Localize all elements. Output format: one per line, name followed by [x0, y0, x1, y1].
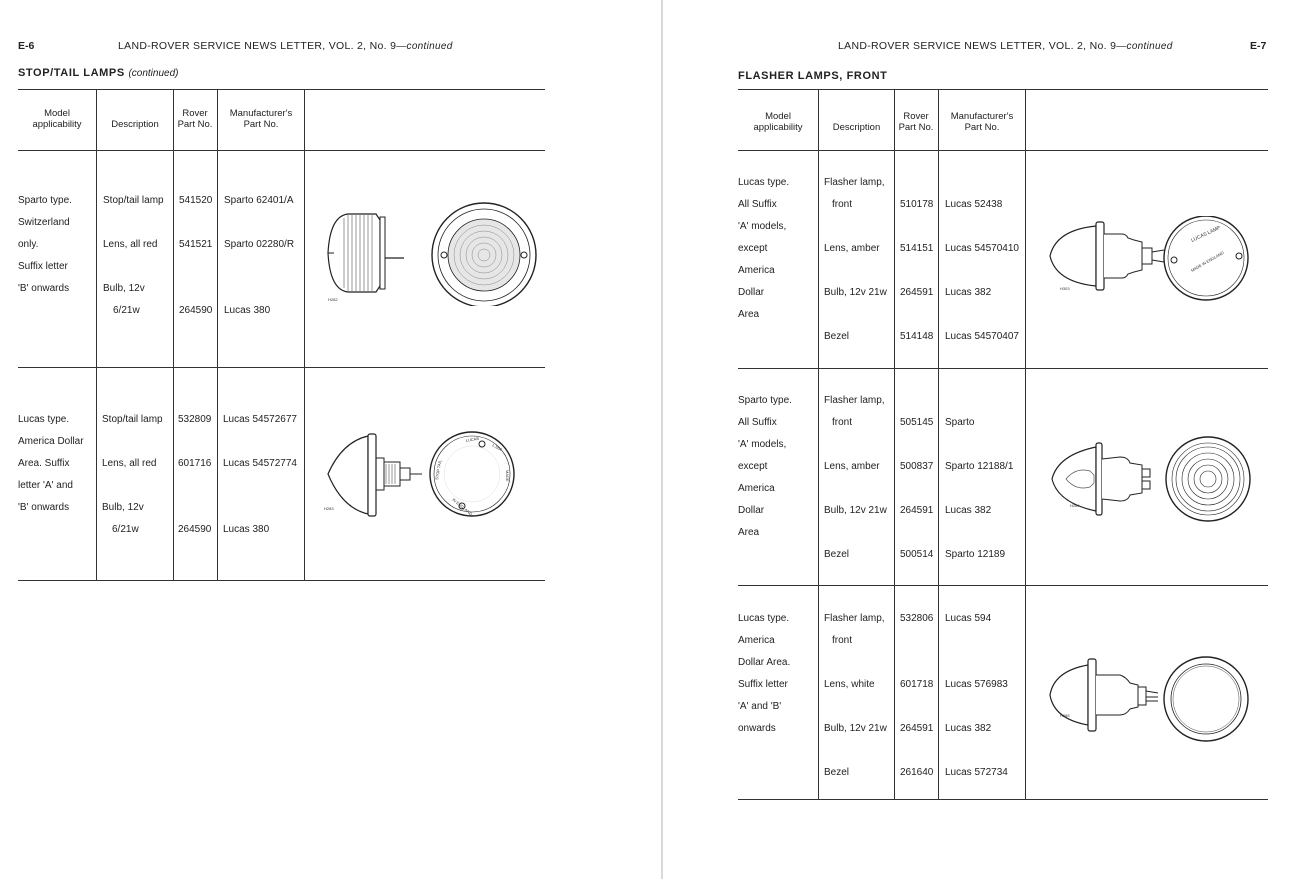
description-cell: Flasher lamp, front Lens, amber Bulb, 12v 21w Bezel: [824, 177, 887, 342]
column-rule: [1025, 89, 1026, 799]
lens-marking: L.564: [491, 442, 503, 452]
figure-code: H282: [328, 297, 338, 302]
figure-code: H284: [1070, 503, 1080, 508]
model-cell: Sparto type. Switzerland only. Suffix letter 'B' onwards: [18, 195, 72, 294]
header-description: Description: [832, 122, 881, 133]
page-number: E-6: [18, 40, 35, 52]
column-rule: [173, 89, 174, 580]
table-bottom-rule: [18, 580, 545, 581]
manufacturer-part-cell: Lucas 54572677 Lucas 54572774 Lucas 380: [223, 414, 297, 535]
header-rover-part: Rover Part No.: [177, 108, 213, 130]
description-cell: Stop/tail lamp Lens, all red Bulb, 12v 6/21w: [103, 195, 164, 316]
sparto-flasher-lamp-illustration: [1046, 435, 1256, 525]
manufacturer-part-cell: Lucas 52438 Lucas 54570410 Lucas 382 Lucas 54570407: [945, 199, 1019, 342]
column-rule: [304, 89, 305, 580]
manufacturer-part-cell: Sparto 62401/A Sparto 02280/R Lucas 380: [224, 195, 295, 316]
column-rule: [938, 89, 939, 799]
manufacturer-part-cell: Lucas 594 Lucas 576983 Lucas 382 Lucas 572734: [945, 613, 1008, 778]
column-rule: [96, 89, 97, 580]
sparto-stop-tail-lamp-illustration: [318, 200, 540, 306]
rover-part-cell: 505145 500837 264591 500514: [900, 417, 934, 560]
column-rule: [217, 89, 218, 580]
lens-marking: IN ENGLAND: [451, 496, 474, 517]
rover-part-cell: 541520 541521 264590: [179, 195, 213, 316]
description-cell: Flasher lamp, front Lens, white Bulb, 12v 21w Bezel: [824, 613, 887, 778]
lens-marking: LUCAS LAMP: [1190, 224, 1222, 244]
lens-marking: MADE: [505, 470, 510, 482]
model-cell: Lucas type. America Dollar Area. Suffix letter 'A' and 'B' onwards: [738, 613, 791, 734]
figure-code: H283: [324, 506, 334, 511]
figure-code: H303: [1060, 286, 1070, 291]
page-number: E-7: [1250, 40, 1267, 52]
lucas-white-flasher-lamp-illustration: [1046, 655, 1256, 745]
header-manufacturer-part: Manufacturer's Part No.: [950, 111, 1014, 133]
rover-part-cell: 532809 601716 264590: [178, 414, 212, 535]
running-head: LAND-ROVER SERVICE NEWS LETTER, VOL. 2, No. 9—continued: [118, 40, 453, 52]
section-title: FLASHER LAMPS, FRONT: [738, 70, 888, 82]
manufacturer-part-cell: Sparto Sparto 12188/1 Lucas 382 Sparto 12189: [945, 417, 1014, 560]
description-cell: Stop/tail lamp Lens, all red Bulb, 12v 6/21w: [102, 414, 163, 535]
lucas-stop-tail-lamp-illustration: [322, 430, 522, 524]
lens-marking: LUCAS: [465, 435, 480, 443]
model-cell: Lucas type. All Suffix 'A' models, except America Dollar Area: [738, 177, 790, 320]
right-page: [663, 0, 1313, 879]
table-bottom-rule: [738, 799, 1268, 800]
model-cell: Lucas type. America Dollar Area. Suffix letter 'A' and 'B' onwards: [18, 414, 84, 513]
group-divider: [18, 367, 545, 368]
model-cell: Sparto type. All Suffix 'A' models, except America Dollar Area: [738, 395, 792, 538]
header-manufacturer-part: Manufacturer's Part No.: [229, 108, 293, 130]
header-model: Model applicability: [32, 108, 82, 130]
rover-part-cell: 510178 514151 264591 514148: [900, 199, 934, 342]
lens-marking: STOP TAIL: [434, 459, 443, 481]
rover-part-cell: 532806 601718 264591 261640: [900, 613, 934, 778]
column-rule: [894, 89, 895, 799]
header-bottom-rule: [18, 150, 545, 151]
header-model: Model applicability: [753, 111, 803, 133]
description-cell: Flasher lamp, front Lens, amber Bulb, 12v 21w Bezel: [824, 395, 887, 560]
figure-code: H285: [1060, 713, 1070, 718]
header-rover-part: Rover Part No.: [898, 111, 934, 133]
column-rule: [818, 89, 819, 799]
section-title: STOP/TAIL LAMPS (continued): [18, 67, 179, 79]
table-top-rule: [18, 89, 545, 90]
lens-marking: MADE IN ENGLAND: [1190, 249, 1225, 273]
header-description: Description: [111, 119, 159, 130]
running-head: LAND-ROVER SERVICE NEWS LETTER, VOL. 2, No. 9—continued: [838, 40, 1173, 52]
lucas-flasher-lamp-illustration: [1046, 216, 1256, 302]
